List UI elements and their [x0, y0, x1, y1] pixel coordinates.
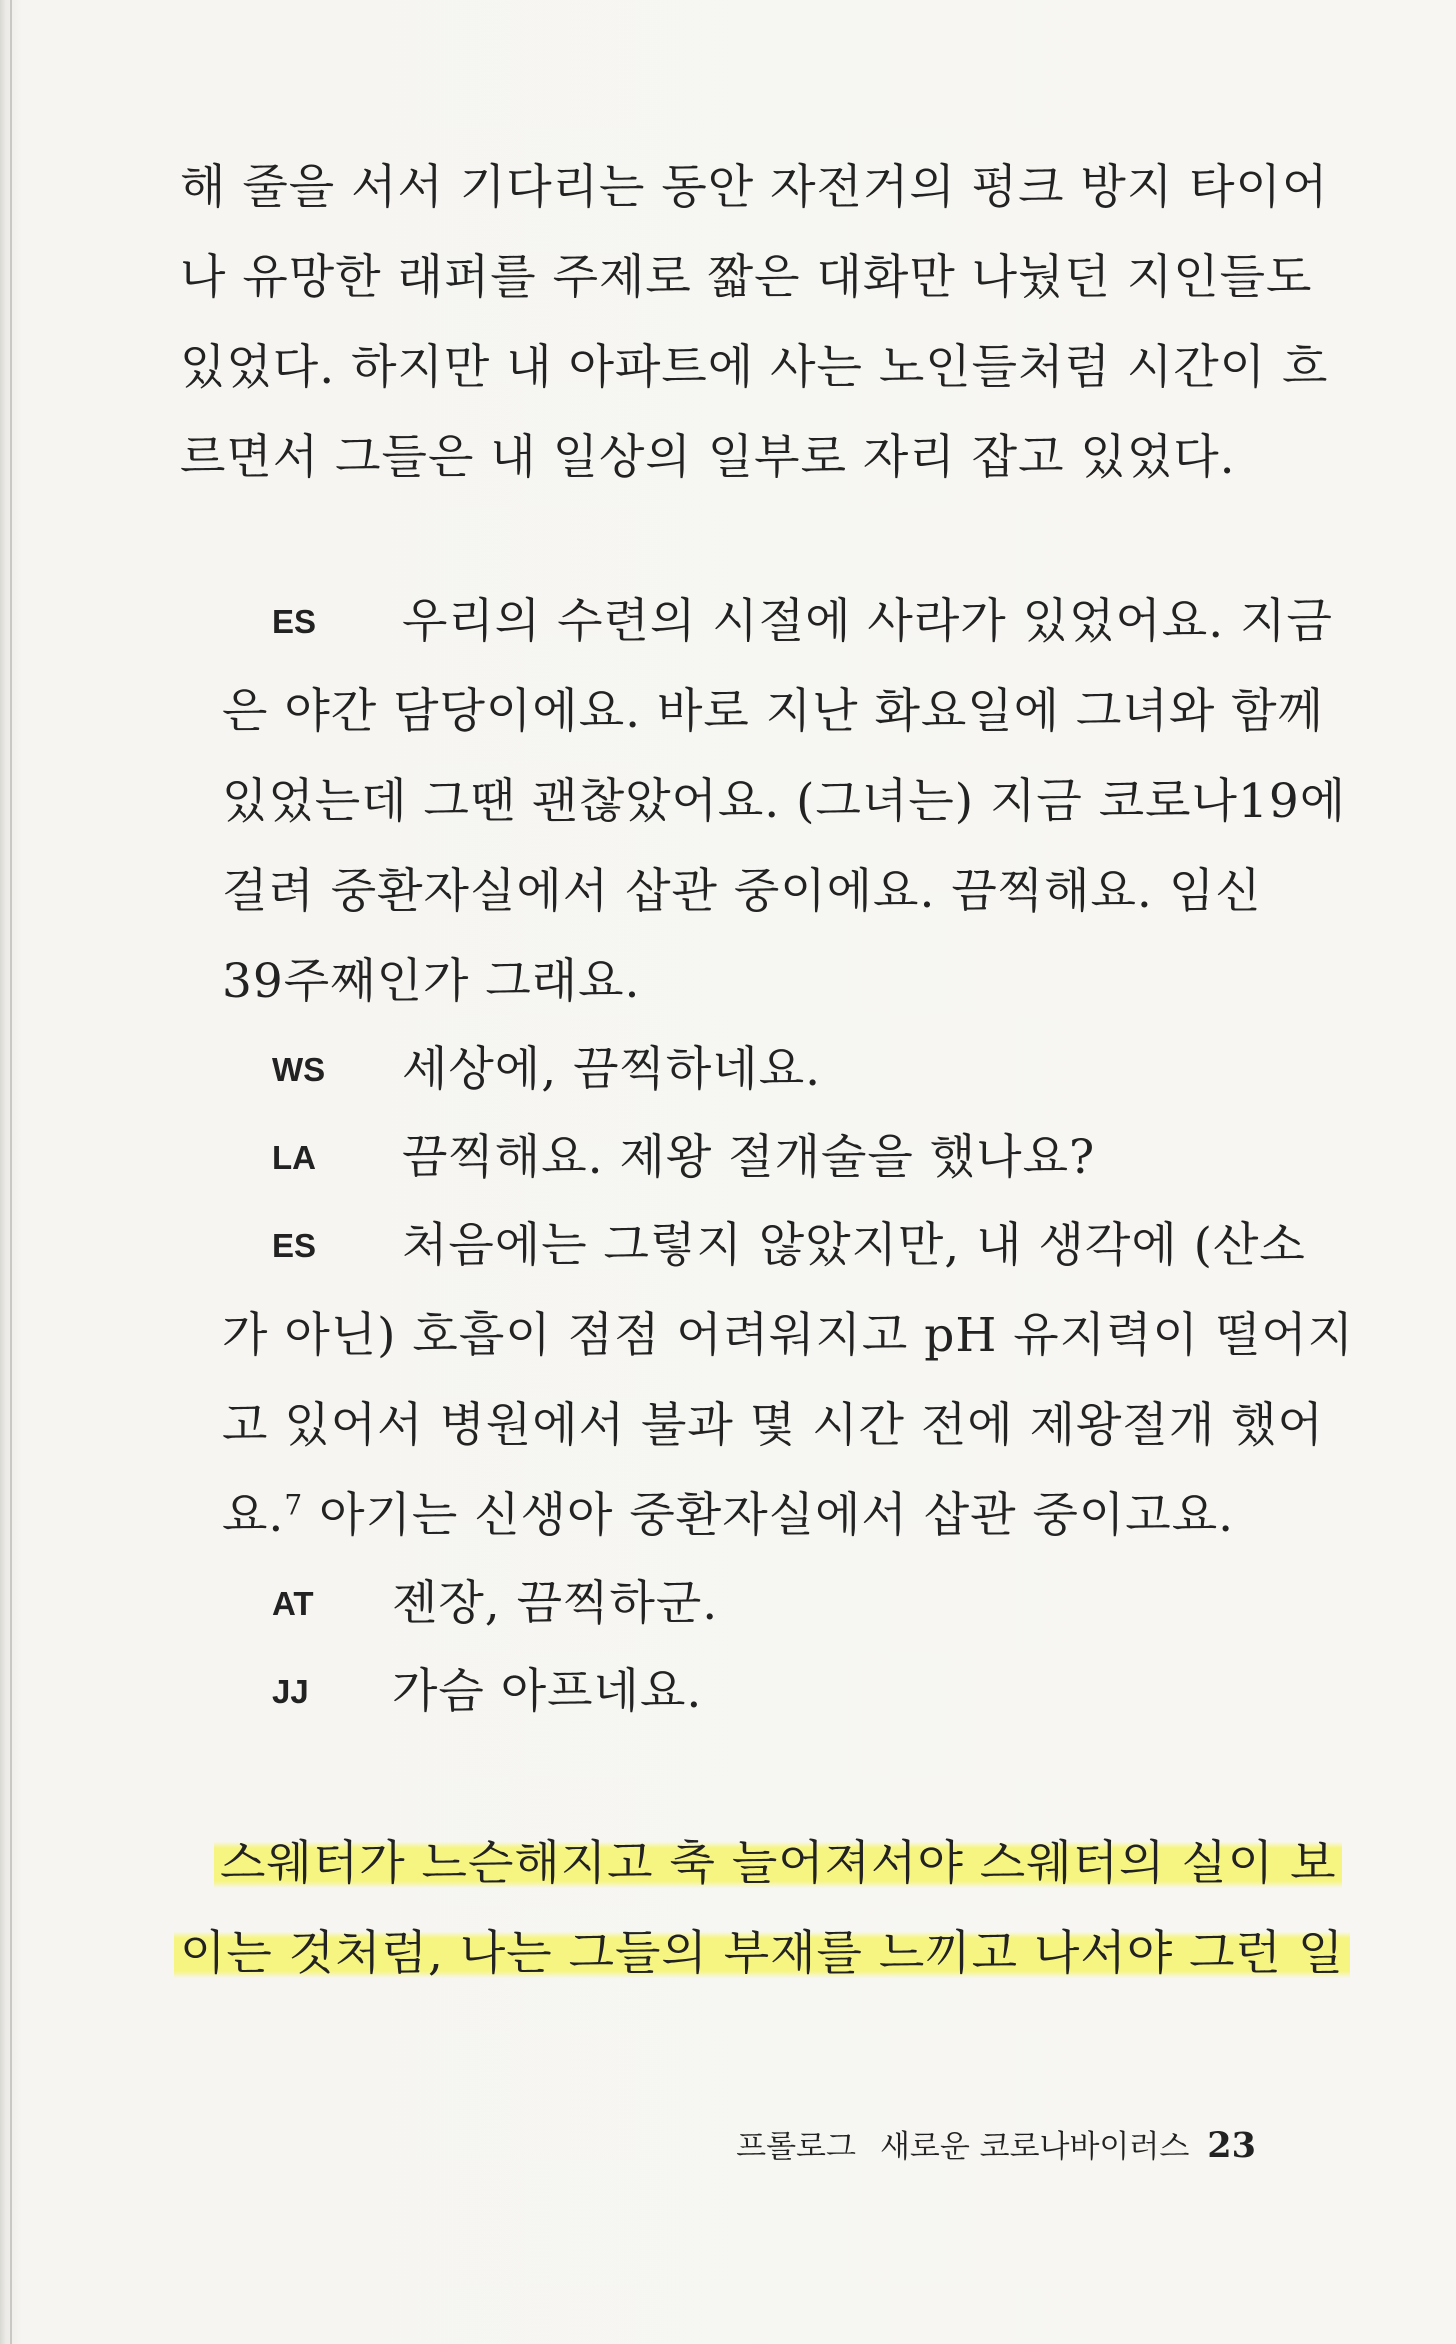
body-line: 나 유망한 래퍼를 주제로 짧은 대화만 나눴던 지인들도	[180, 250, 1313, 305]
page-edge	[10, 0, 12, 2344]
body-line: 르면서 그들은 내 일상의 일부로 자리 잡고 있었다.	[180, 430, 1236, 485]
dialogue-line: 가 아닌) 호흡이 점점 어려워지고 pH 유지력이 떨어지	[222, 1308, 1355, 1363]
dialogue-line: 있었는데 그땐 괜찮았어요. (그녀는) 지금 코로나19에	[222, 774, 1347, 829]
dialogue-line: 처음에는 그렇지 않았지만, 내 생각에 (산소	[402, 1218, 1306, 1273]
dialogue-text: 아기는 신생아 중환자실에서 삽관 중이고요.	[303, 1488, 1235, 1543]
speaker-label: ES	[272, 1227, 317, 1264]
dialogue-line: 세상에, 끔찍하네요.	[402, 1042, 822, 1097]
dialogue-line: 고 있어서 병원에서 불과 몇 시간 전에 제왕절개 했어	[222, 1398, 1324, 1453]
dialogue-line: 걸려 중환자실에서 삽관 중이에요. 끔찍해요. 임신	[222, 864, 1262, 919]
highlighted-line	[214, 1834, 1342, 1894]
footer-part: 프롤로그	[736, 2129, 856, 2165]
dialogue-text: 요.	[222, 1488, 285, 1543]
body-line: 해 줄을 서서 기다리는 동안 자전거의 펑크 방지 타이어	[180, 160, 1329, 215]
speaker-label: ES	[272, 603, 317, 640]
dialogue-line: 젠장, 끔찍하군.	[392, 1576, 719, 1631]
highlight-mark: 이는 것처럼, 나는 그들의 부재를 느끼고 나서야 그런 일	[174, 1926, 1350, 1981]
dialogue-line: 은 야간 담당이에요. 바로 지난 화요일에 그녀와 함께	[222, 684, 1324, 739]
dialogue-line	[222, 1486, 1234, 1546]
speaker-label: WS	[272, 1051, 326, 1088]
footnote-marker[interactable]: 7	[284, 1488, 304, 1522]
dialogue-line: 끔찍해요. 제왕 절개술을 했나요?	[402, 1130, 1096, 1185]
running-footer	[736, 2124, 1256, 2169]
dialogue-line: 39주째인가 그래요.	[222, 954, 641, 1009]
speaker-label: AT	[272, 1585, 314, 1622]
footer-chapter: 새로운 코로나바이러스	[879, 2129, 1190, 2165]
body-line: 있었다. 하지만 내 아파트에 사는 노인들처럼 시간이 흐	[180, 340, 1329, 395]
speaker-label: LA	[272, 1139, 316, 1176]
dialogue-line: 가슴 아프네요.	[392, 1664, 703, 1719]
highlighted-line	[174, 1924, 1350, 1984]
dialogue-line: 우리의 수련의 시절에 사라가 있었어요. 지금	[402, 594, 1333, 649]
speaker-label: JJ	[272, 1673, 309, 1710]
page-number: 23	[1207, 2125, 1256, 2166]
highlight-mark: 스웨터가 느슨해지고 축 늘어져서야 스웨터의 실이 보	[214, 1836, 1342, 1891]
